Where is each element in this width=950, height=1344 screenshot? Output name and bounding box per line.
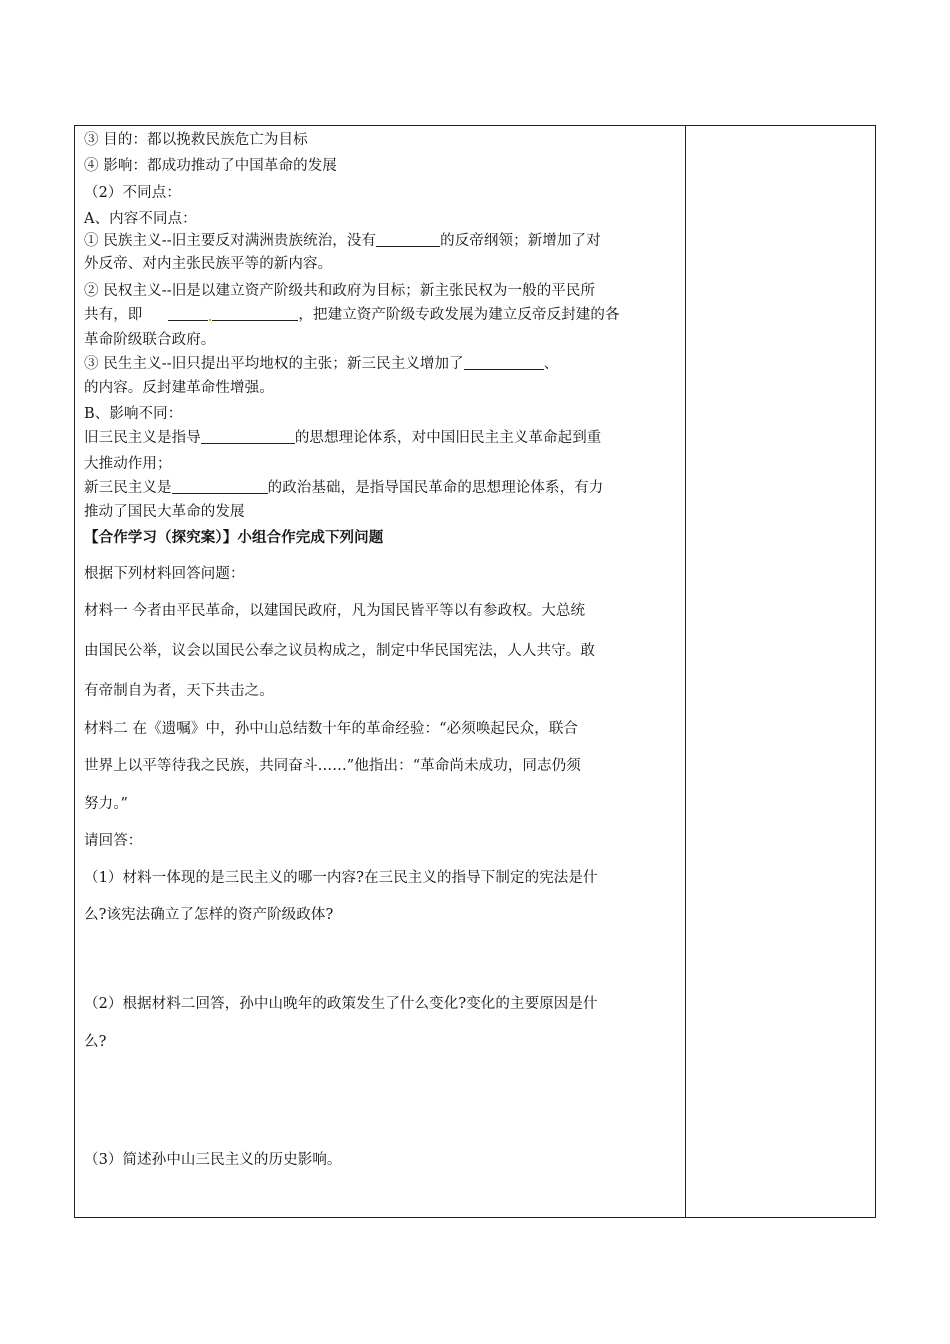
text-fragment: 旧三民主义是指导 (84, 430, 201, 446)
text-line: 世界上以平等待我之民族，共同奋斗……”他指出：“革命尚未成功，同志仍须 (84, 758, 581, 774)
section-heading: 【合作学习（探究案）】小组合作完成下列问题 (84, 529, 384, 546)
question-1-cont: 么?该宪法确立了怎样的资产阶级政体? (84, 907, 334, 923)
text-line: B、影响不同： (84, 406, 183, 422)
text-line: 大推动作用； (84, 456, 172, 472)
text-line: 推动了国民大革命的发展 (84, 504, 245, 520)
text-line: 请回答： (84, 833, 143, 849)
question-3: （3）简述孙中山三民主义的历史影响。 (84, 1152, 342, 1168)
text-line: 的内容。反封建革命性增强。 (84, 380, 274, 396)
text-line: ② 民权主义--旧是以建立资产阶级共和政府为目标；新主张民权为一般的平民所 (84, 283, 596, 299)
fill-blank[interactable] (464, 355, 544, 370)
question-2: （2）根据材料二回答，孙中山晚年的政策发生了什么变化?变化的主要原因是什 (84, 996, 598, 1012)
fill-blank[interactable] (376, 232, 440, 247)
question-1: （1）材料一体现的是三民主义的哪一内容?在三民主义的指导下制定的宪法是什 (84, 870, 598, 886)
text-fragment: 的思想理论体系，对中国旧民主主义革命起到重 (294, 430, 602, 446)
text-line (84, 352, 558, 373)
fill-blank[interactable] (168, 306, 208, 321)
text-line: 外反帝、对内主张民族平等的新内容。 (84, 256, 333, 272)
text-fragment: ，把建立资产阶级专政发展为建立反帝反封建的各 (298, 307, 620, 323)
text-line: 由国民公举，议会以国民公奉之议员构成之，制定中华民国宪法，人人共守。敢 (84, 643, 595, 659)
text-line: ③ 目的：都以挽救民族危亡为目标 (84, 132, 308, 148)
text-fragment: 的反帝纲领；新增加了对 (440, 233, 601, 249)
text-fragment: 、 (543, 356, 559, 372)
text-line (84, 229, 601, 250)
text-line (84, 303, 620, 324)
mark-dot (209, 319, 211, 321)
side-cell (686, 126, 875, 1217)
text-fragment: 新三民主义是 (84, 480, 172, 496)
text-fragment: ③ 民生主义--旧只提出平均地权的主张；新三民主义增加了 (84, 356, 464, 372)
text-line: （2）不同点： (84, 185, 181, 201)
text-line (84, 476, 603, 497)
text-fragment: ① 民族主义--旧主要反对满洲贵族统治，没有 (84, 233, 377, 249)
text-line: 材料一 今者由平民革命，以建国民政府，凡为国民皆平等以有参政权。大总统 (84, 603, 586, 619)
text-line: 根据下列材料回答问题： (84, 566, 245, 582)
fill-blank[interactable] (172, 479, 268, 494)
fill-blank[interactable] (212, 306, 298, 321)
text-fragment: 共有，即 (84, 307, 143, 323)
text-line: 努力。” (84, 796, 129, 812)
fill-blank[interactable] (201, 429, 295, 444)
question-2-cont: 么? (84, 1034, 107, 1050)
text-fragment: 的政治基础，是指导国民革命的思想理论体系，有力 (267, 480, 604, 496)
text-line: 有帝制自为者，天下共击之。 (84, 683, 274, 699)
text-line: 革命阶级联合政府。 (84, 332, 216, 348)
text-line: A、内容不同点： (84, 211, 197, 227)
text-line (84, 426, 601, 447)
text-line: 材料二 在《遗嘱》中，孙中山总结数十年的革命经验：“必须唤起民众，联合 (84, 721, 579, 737)
text-line: ④ 影响：都成功推动了中国革命的发展 (84, 158, 337, 174)
